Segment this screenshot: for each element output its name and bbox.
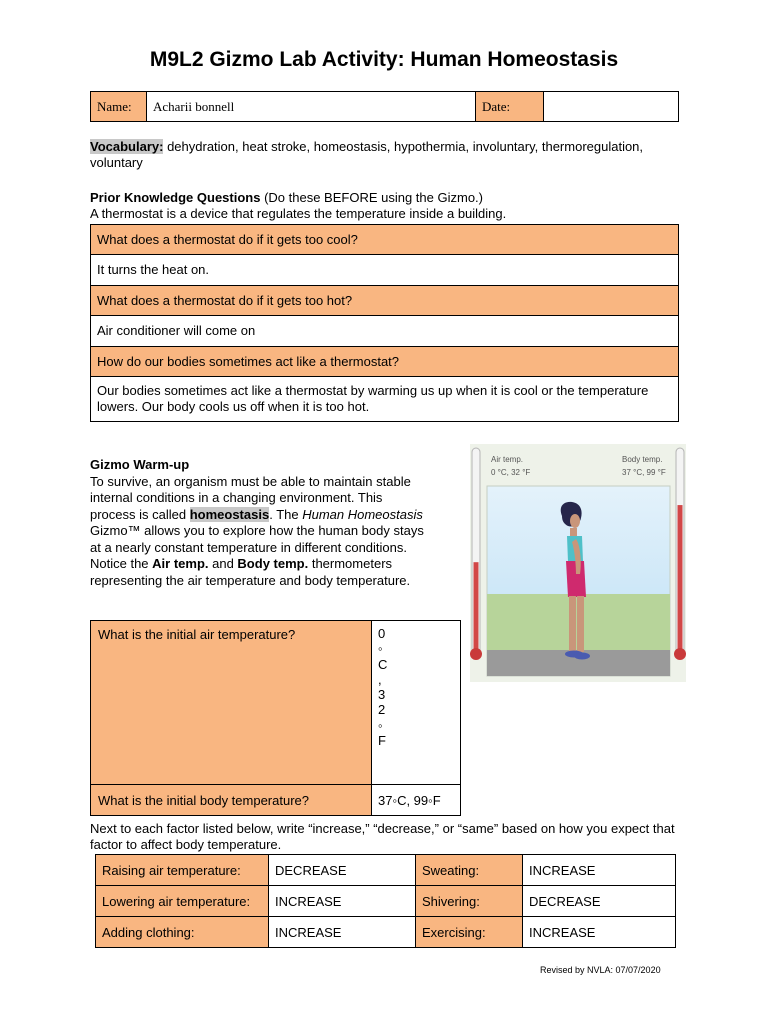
answer-char: 3 (378, 687, 386, 703)
factor-answer[interactable]: INCREASE (523, 855, 676, 886)
prior-knowledge-note: (Do these BEFORE using the Gizmo.) (260, 190, 483, 205)
page-title: M9L2 Gizmo Lab Activity: Human Homeostasis (149, 48, 619, 71)
warm-up-p2: . The (269, 506, 303, 522)
factor-answer[interactable]: INCREASE (269, 917, 416, 948)
initial-body-temp-question: What is the initial body temperature? (91, 785, 372, 816)
body-temp-term: Body temp. (237, 556, 309, 571)
warm-up-p4: and (208, 556, 238, 571)
factor-answer[interactable]: INCREASE (523, 917, 676, 948)
factor-answer[interactable]: DECREASE (523, 886, 676, 917)
body-thermometer (674, 448, 686, 660)
vocabulary-label: Vocabulary: (90, 139, 164, 154)
prior-knowledge-intro: A thermostat is a device that regulates the temperature inside a building. (90, 206, 507, 221)
pk-question-2: What does a thermostat do if it gets too hot? (91, 286, 679, 316)
factor-label: Shivering: (416, 886, 523, 917)
vocabulary-terms: dehydration, heat stroke, homeostasis, hypothermia, involuntary, thermoregulation, voluntary (90, 139, 644, 170)
answer-char: 0 (378, 626, 386, 641)
pk-question-1: What does a thermostat do if it gets too cool? (91, 225, 679, 255)
factor-answer[interactable]: INCREASE (269, 886, 416, 917)
pk-question-3: How do our bodies sometimes act like a thermostat? (91, 347, 679, 377)
warm-up-p3: Gizmo™ allows you to explore how the human body stays at a nearly constant temperature in different conditions. Notice the (90, 523, 424, 571)
name-label: Name: (91, 92, 147, 122)
body-temp-label: Body temp. (622, 455, 663, 464)
pk-answer-3[interactable]: Our bodies sometimes act like a thermostat by warming us up when it is cool or the temperature lowers. Our body cools us off when it is too hot. (91, 377, 679, 422)
name-field[interactable]: Acharii bonnell (147, 92, 476, 122)
gizmo-simulation-image (470, 444, 686, 682)
factor-label: Exercising: (416, 917, 523, 948)
initial-air-temp-answer-lines (378, 626, 454, 748)
factor-answer[interactable]: DECREASE (269, 855, 416, 886)
prior-knowledge-table (90, 224, 679, 422)
date-field[interactable] (544, 92, 679, 122)
answer-char: , (378, 671, 382, 687)
warm-up-heading: Gizmo Warm-up (90, 457, 190, 472)
air-temp-term: Air temp. (152, 556, 209, 571)
initial-air-temp-answer[interactable] (372, 621, 461, 785)
initial-temperature-table (90, 620, 461, 816)
answer-char: C (378, 656, 388, 672)
air-thermometer-bulb (470, 648, 482, 660)
body-thermometer-bulb (674, 648, 686, 660)
factor-label: Raising air temperature: (96, 855, 269, 886)
factors-table (95, 854, 676, 948)
answer-char: ◦ (378, 641, 383, 657)
factors-instructions: Next to each factor listed below, write “increase,” “decrease,” or “same” based on how you expect that factor to affect body temperature. (90, 821, 675, 852)
initial-air-temp-question: What is the initial air temperature? (91, 621, 372, 785)
revision-footer: Revised by NVLA: 07/07/2020 (540, 965, 661, 975)
answer-char: 2 (378, 702, 386, 718)
pk-answer-1[interactable]: It turns the heat on. (91, 255, 679, 286)
date-label: Date: (476, 92, 544, 122)
air-temp-label: Air temp. (491, 455, 524, 464)
air-thermometer (470, 448, 482, 660)
answer-char: F (378, 733, 386, 749)
homeostasis-term: homeostasis (189, 506, 270, 522)
prior-knowledge-header (90, 190, 690, 222)
pk-answer-2[interactable]: Air conditioner will come on (91, 316, 679, 347)
vocabulary (90, 139, 690, 171)
warm-up-p5: thermometers representing the air temperature and body temperature. (90, 556, 411, 588)
body-thermometer-fill (678, 505, 683, 654)
factor-label: Adding clothing: (96, 917, 269, 948)
warm-up-text (90, 457, 430, 589)
gizmo-name: Human Homeostasis (302, 506, 423, 522)
answer-char: ◦ (378, 717, 383, 733)
initial-body-temp-answer[interactable]: 37◦C, 99◦F (372, 785, 461, 816)
factor-label: Lowering air temperature: (96, 886, 269, 917)
warm-up-p1: To survive, an organism must be able to maintain stable internal conditions in a changing environment. This process is called (90, 473, 411, 522)
prior-knowledge-heading: Prior Knowledge Questions (90, 190, 261, 205)
factor-label: Sweating: (416, 855, 523, 886)
air-temp-value: 0 °C, 32 °F (491, 468, 531, 477)
air-thermometer-fill (474, 562, 479, 654)
name-date-table (90, 91, 679, 122)
body-temp-value: 37 °C, 99 °F (622, 468, 666, 477)
